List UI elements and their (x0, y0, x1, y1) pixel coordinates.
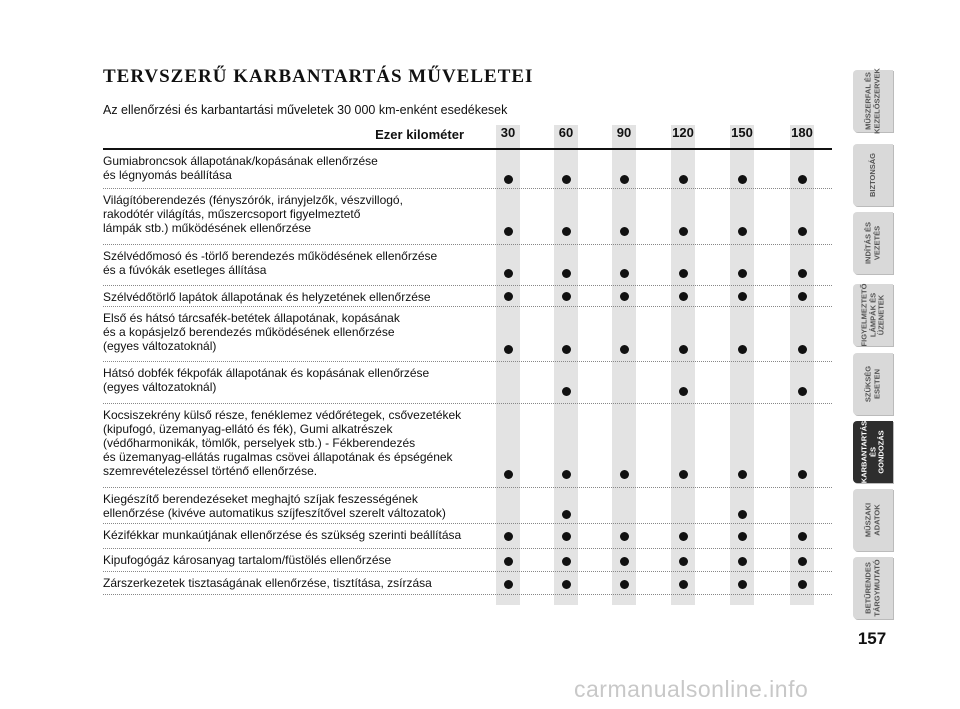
service-dot-60 (562, 387, 571, 396)
service-dot-60 (562, 470, 571, 479)
table-row (103, 245, 832, 286)
service-dot-150 (738, 580, 747, 589)
table-row (103, 572, 832, 595)
sidebar-tab-1[interactable] (853, 70, 893, 132)
service-dot-30 (504, 580, 513, 589)
service-dot-30 (504, 557, 513, 566)
watermark: carmanualsonline.info (574, 676, 809, 702)
header-km-180: 180 (791, 125, 813, 140)
row-description: Kocsiszekrény külső része, fenéklemez védőrétegek, csővezetékek (kipufogó, üzemanyag-ellátó és fék), Gumi alkatrészek (védőharmonikák, tömlők, perselyek stb.) - Fékberendezés és üzemanyag-ellátás rugalmas csövei állapotának és épségének szemrevételezéssel történő ellenőrzése. (103, 408, 462, 478)
table-row (103, 362, 832, 404)
service-dot-180 (798, 345, 807, 354)
table-row (103, 524, 832, 549)
service-dot-120 (679, 345, 688, 354)
sidebar-tab-2[interactable] (853, 144, 893, 206)
sidebar-tab-label: FIGYELMEZTETŐ LÁMPÁK ÉS ÜZENETEK (859, 283, 886, 347)
sidebar-tab-8[interactable] (853, 557, 893, 619)
service-dot-60 (562, 532, 571, 541)
sidebar-tab-label: BIZTONSÁG (867, 152, 877, 198)
service-dot-60 (562, 292, 571, 301)
service-dot-30 (504, 227, 513, 236)
service-dot-180 (798, 269, 807, 278)
service-dot-30 (504, 470, 513, 479)
page-subtitle: Az ellenőrzési és karbantartási műveletek 30 000 km-enként esedékesek (103, 103, 508, 117)
sidebar-tab-5[interactable] (853, 353, 893, 415)
row-divider (103, 594, 832, 595)
row-description: Szélvédőtörlő lapátok állapotának és helyzetének ellenőrzése (103, 290, 431, 304)
service-dot-90 (620, 227, 629, 236)
service-dot-150 (738, 292, 747, 301)
service-dot-150 (738, 175, 747, 184)
service-dot-60 (562, 345, 571, 354)
service-dot-150 (738, 345, 747, 354)
service-dot-180 (798, 292, 807, 301)
service-dot-60 (562, 227, 571, 236)
service-dot-150 (738, 510, 747, 519)
row-description: Kipufogógáz károsanyag tartalom/füstölés ellenőrzése (103, 553, 392, 567)
row-description: Kiegészítő berendezéseket meghajtó szíjak feszességének ellenőrzése (kivéve automatikus szíjfeszítővel szerelt változatok) (103, 492, 446, 520)
header-km-150: 150 (731, 125, 753, 140)
service-dot-180 (798, 175, 807, 184)
service-dot-120 (679, 387, 688, 396)
sidebar-tab-label: BETŰRENDES TÁRGYMUTATÓ (863, 559, 881, 617)
header-label: Ezer kilométer (375, 127, 464, 142)
row-description: Hátsó dobfék fékpofák állapotának és kopásának ellenőrzése (egyes változatoknál) (103, 366, 430, 394)
service-dot-180 (798, 387, 807, 396)
row-description: Szélvédőmosó és -törlő berendezés működésének ellenőrzése és a fúvókák esetleges állítása (103, 249, 438, 277)
service-dot-90 (620, 557, 629, 566)
service-dot-90 (620, 580, 629, 589)
table-row (103, 488, 832, 524)
service-dot-120 (679, 175, 688, 184)
service-dot-150 (738, 532, 747, 541)
service-dot-180 (798, 580, 807, 589)
sidebar-tab-label: MŰSZAKI ADATOK (863, 502, 881, 538)
row-description: Első és hátsó tárcsafék-betétek állapotának, kopásának és a kopásjelző berendezés működésének ellenőrzése (egyes változatoknál) (103, 311, 400, 353)
sidebar-tab-3[interactable] (853, 212, 893, 274)
service-dot-30 (504, 345, 513, 354)
service-dot-120 (679, 227, 688, 236)
service-dot-90 (620, 269, 629, 278)
sidebar-tab-label: MŰSZERFAL ÉS KEZELŐSZERVEK (863, 68, 881, 134)
service-dot-150 (738, 269, 747, 278)
row-description: Gumiabroncsok állapotának/kopásának ellenőrzése és légnyomás beállítása (103, 154, 378, 182)
service-dot-150 (738, 227, 747, 236)
service-dot-120 (679, 470, 688, 479)
header-km-120: 120 (672, 125, 694, 140)
sidebar-tab-4[interactable] (853, 284, 893, 346)
service-dot-180 (798, 532, 807, 541)
service-dot-60 (562, 557, 571, 566)
service-dot-120 (679, 292, 688, 301)
page-number: 157 (857, 629, 887, 648)
service-dot-90 (620, 175, 629, 184)
row-description: Világítóberendezés (fényszórók, irányjelzők, vészvillogó, rakodótér világítás, műszercsoport figyelmeztető lámpák stb.) működésének ellenőrzése (103, 193, 403, 235)
service-dot-90 (620, 532, 629, 541)
header-km-90: 90 (616, 125, 632, 140)
header-km-60: 60 (558, 125, 574, 140)
table-row (103, 307, 832, 362)
service-dot-150 (738, 557, 747, 566)
page-title: TERVSZERŰ KARBANTARTÁS MŰVELETEI (103, 66, 534, 87)
service-dot-90 (620, 470, 629, 479)
service-dot-120 (679, 269, 688, 278)
sidebar-tab-6[interactable] (853, 421, 893, 483)
service-dot-30 (504, 292, 513, 301)
service-dot-180 (798, 557, 807, 566)
sidebar-tab-label: INDÍTÁS ÉS VEZETÉS (863, 221, 881, 265)
service-dot-90 (620, 292, 629, 301)
row-description: Zárszerkezetek tisztaságának ellenőrzése, tisztítása, zsírzása (103, 576, 432, 590)
table-row (103, 189, 832, 245)
service-dot-150 (738, 470, 747, 479)
service-dot-180 (798, 470, 807, 479)
service-dot-120 (679, 580, 688, 589)
service-dot-90 (620, 345, 629, 354)
table-row (103, 150, 832, 189)
sidebar-tab-label: SZÜKSÉG ESETEN (863, 365, 881, 403)
sidebar-tab-7[interactable] (853, 489, 893, 551)
service-dot-30 (504, 532, 513, 541)
table-row (103, 286, 832, 307)
service-dot-30 (504, 175, 513, 184)
header-km-30: 30 (500, 125, 516, 140)
table-row (103, 404, 832, 488)
service-dot-180 (798, 227, 807, 236)
sidebar-tab-label: KARBANTARTÁS ÉS GONDOZÁS (859, 420, 886, 484)
service-dot-60 (562, 580, 571, 589)
service-dot-60 (562, 510, 571, 519)
service-dot-60 (562, 175, 571, 184)
table-row (103, 549, 832, 572)
service-dot-30 (504, 269, 513, 278)
row-description: Kézifékkar munkaútjának ellenőrzése és szükség szerinti beállítása (103, 528, 462, 542)
service-dot-120 (679, 532, 688, 541)
service-dot-60 (562, 269, 571, 278)
service-dot-120 (679, 557, 688, 566)
